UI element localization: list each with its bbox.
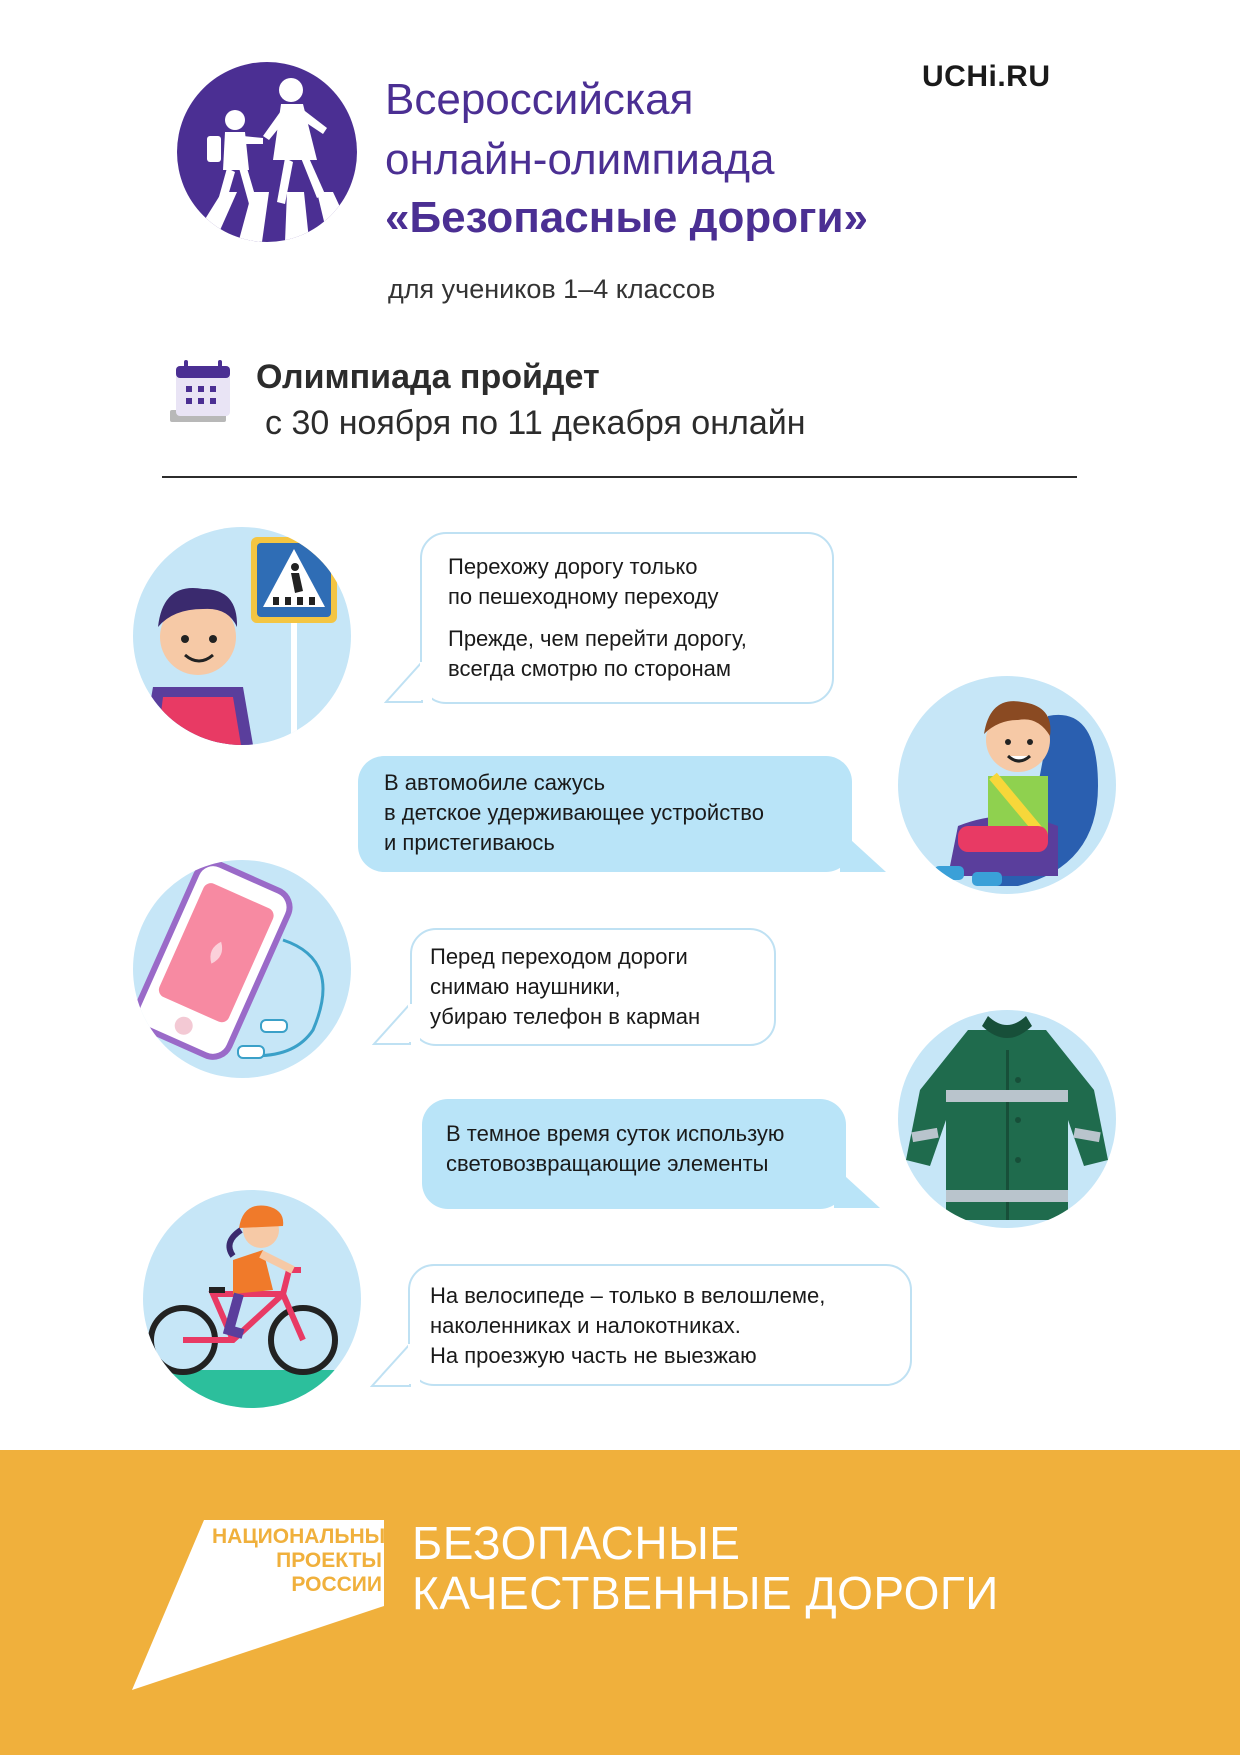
title-line-2: онлайн-олимпиада [385,135,775,184]
rule-text: В темное время суток использую [446,1121,785,1146]
rule-text: по пешеходному переходу [448,584,719,609]
schedule-dates: с 30 ноября по 11 декабря онлайн [265,404,806,442]
subtitle: для учеников 1–4 классов [388,274,716,304]
brand-logo: UCHi.RU [922,60,1051,93]
girl-bicycle-icon [143,1190,361,1408]
bubble-tail [840,830,890,874]
rule-text: убираю телефон в карман [430,1004,701,1029]
crosswalk-boy-icon [133,527,351,745]
rule-bubble-reflectors [422,1099,846,1209]
pedestrians-logo-icon [177,62,357,242]
footer-title-line-2: КАЧЕСТВЕННЫЕ ДОРОГИ [412,1567,999,1619]
page-title: «Безопасные дороги» [385,193,868,242]
rule-text: На проезжую часть не выезжаю [430,1343,757,1368]
rule-text: наколенниках и налокотниках. [430,1313,741,1338]
national-projects-logo-text: НАЦИОНАЛЬНЫЕ ПРОЕКТЫ РОССИИ [212,1525,400,1596]
rule-bubble-bicycle [408,1264,912,1386]
title-line-1: Всероссийская [385,75,694,124]
bubble-tail [372,1004,422,1048]
rule-text: В автомобиле сажусь [384,770,606,795]
rule-text: в детское удерживающее устройство [384,800,764,825]
rule-bubble-phone [410,928,776,1046]
rule-text: световозвращающие элементы [446,1151,769,1176]
bubble-tail [370,1344,420,1388]
bubble-tail [834,1166,884,1210]
calendar-icon [168,360,234,426]
rule-text: Прежде, чем перейти дорогу, [448,626,747,651]
phone-headphones-icon [133,860,351,1078]
rule-text: На велосипеде – только в велошлеме, [430,1283,826,1308]
bubble-tail [384,662,434,706]
rule-text: всегда смотрю по сторонам [448,656,732,681]
rule-text: и пристегиваюсь [384,830,555,855]
divider [162,476,1077,478]
schedule-title: Олимпиада пройдет [256,358,600,396]
footer-title-line-1: БЕЗОПАСНЫЕ [412,1517,741,1569]
rule-text: снимаю наушники, [430,974,621,999]
reflective-jacket-icon [898,1010,1116,1228]
car-seat-boy-icon [898,676,1116,894]
rule-bubble-car-seat [358,756,852,872]
rule-text: Перед переходом дороги [430,944,688,969]
rule-text: Перехожу дорогу только [448,554,698,579]
rule-bubble-crosswalk [420,532,834,704]
